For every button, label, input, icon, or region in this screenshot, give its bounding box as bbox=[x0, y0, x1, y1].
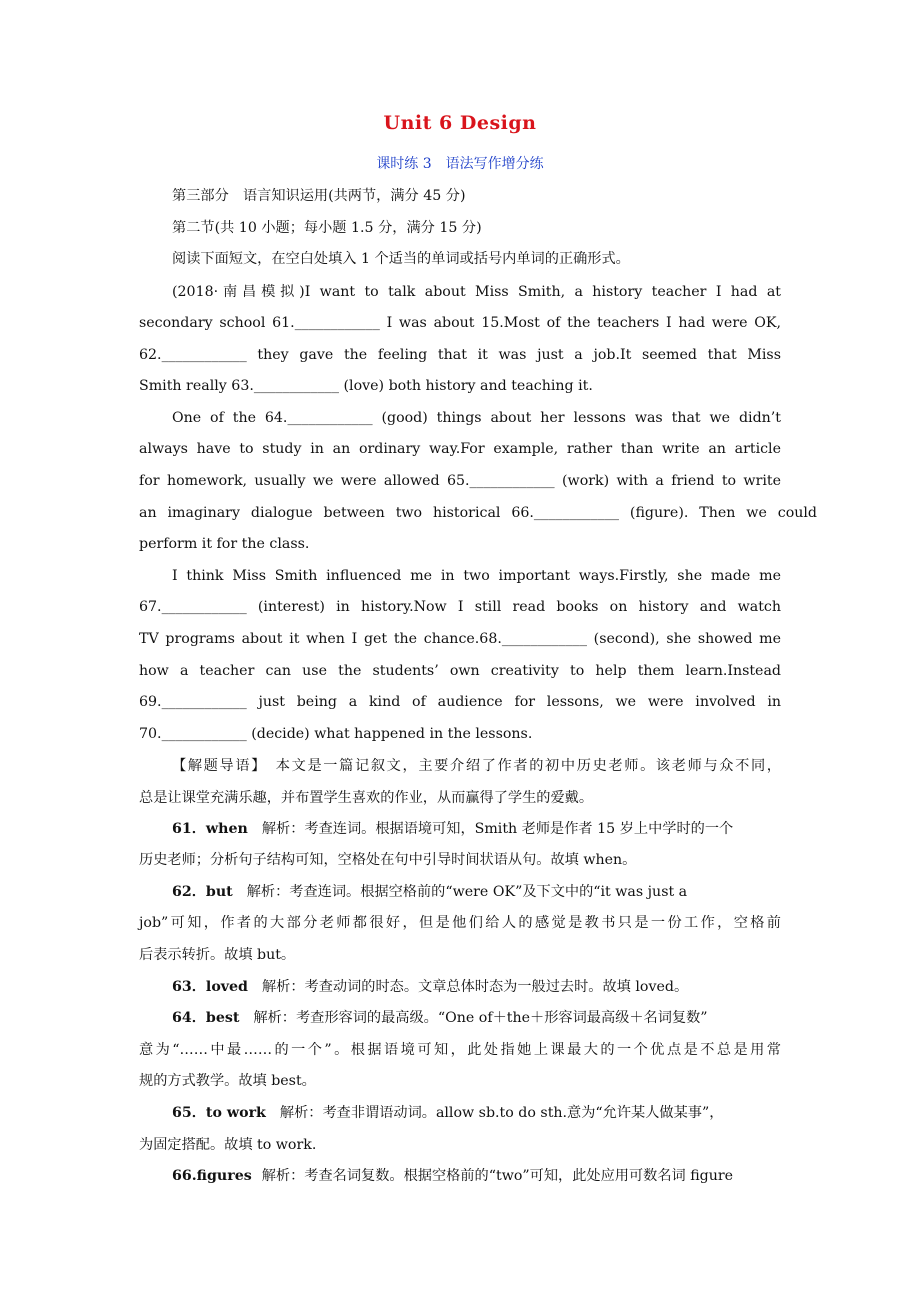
passage-line: I think Miss Smith influenced me in two important ways.Firstly, she made me bbox=[172, 568, 781, 584]
passage-line: always have to study in an ordinary way.For example, rather than write an article bbox=[139, 441, 781, 457]
passage-line: One of the 64.____________ (good) things about her lessons was that we didn’t bbox=[172, 410, 781, 426]
part-heading: 第三部分 语言知识运用(共两节，满分 45 分) bbox=[172, 188, 466, 204]
answer-64 bbox=[172, 1009, 781, 1027]
passage-line: an imaginary dialogue between two historical 66.____________ (figure). Then we could bbox=[139, 505, 817, 521]
explanation-text: 解析：考查名词复数。根据空格前的“two”可知，此处应用可数名词 figure bbox=[261, 1168, 734, 1184]
instruction: 阅读下面短文，在空白处填入 1 个适当的单词或括号内单词的正确形式。 bbox=[172, 251, 630, 267]
passage-line: for homework, usually we were allowed 65.____________ (work) with a friend to write bbox=[139, 473, 781, 489]
explanation-text: 解析：考查连词。根据空格前的“were OK”及下文中的“it was just a bbox=[246, 884, 688, 900]
explanation-line: job”可知，作者的大部分老师都很好，但是他们给人的感觉是教书只是一份工作，空格前 bbox=[139, 915, 781, 931]
unit-title: Unit 6 Design bbox=[383, 112, 537, 134]
guide-line: 总是让课堂充满乐趣，并布置学生喜欢的作业，从而赢得了学生的爱戴。 bbox=[139, 790, 594, 806]
passage-line: perform it for the class. bbox=[139, 536, 310, 552]
explanation-text: 解析：考查连词。根据语境可知，Smith 老师是作者 15 岁上中学时的一个 bbox=[261, 821, 734, 837]
explanation-text: 解析：考查动词的时态。文章总体时态为一般过去时。故填 loved。 bbox=[261, 979, 689, 995]
explanation-text: 解析：考查形容词的最高级。“One of＋the＋形容词最高级＋名词复数” bbox=[253, 1010, 708, 1026]
explanation-text: 解析：考查非谓语动词。allow sb.to do sth.意为“允许某人做某事”， bbox=[279, 1105, 724, 1121]
explanation-line: 为固定搭配。故填 to work. bbox=[139, 1137, 317, 1153]
answer-63 bbox=[172, 978, 781, 996]
answer-62 bbox=[172, 883, 781, 901]
answer-label: 64．best bbox=[172, 1010, 240, 1026]
passage-line: TV programs about it when I get the chance.68.____________ (second), she showed me bbox=[139, 631, 781, 647]
answer-label: 65．to work bbox=[172, 1105, 266, 1121]
passage-line: (2018·南昌模拟)I want to talk about Miss Smith, a history teacher I had at bbox=[172, 284, 781, 300]
answer-61 bbox=[172, 820, 781, 838]
passage-line: 67.____________ (interest) in history.Now I still read books on history and watch bbox=[139, 599, 781, 615]
section-heading: 第二节(共 10 小题；每小题 1.5 分，满分 15 分) bbox=[172, 220, 482, 236]
passage-line: how a teacher can use the students’ own creativity to help them learn.Instead bbox=[139, 663, 781, 679]
guide-line: 【解题导语】 本文是一篇记叙文，主要介绍了作者的初中历史老师。该老师与众不同， bbox=[172, 758, 781, 774]
answer-label: 61．when bbox=[172, 821, 248, 837]
explanation-line: 后表示转折。故填 but。 bbox=[139, 947, 296, 963]
explanation-line: 意为“……中最……的一个”。根据语境可知，此处指她上课最大的一个优点是不总是用常 bbox=[139, 1042, 781, 1058]
explanation-line: 规的方式教学。故填 best。 bbox=[139, 1073, 316, 1089]
answer-label: 66.figures bbox=[172, 1168, 252, 1184]
answer-label: 62．but bbox=[172, 884, 233, 900]
explanation-line: 历史老师；分析句子结构可知，空格处在句中引导时间状语从句。故填 when。 bbox=[139, 852, 637, 868]
passage-line: 62.____________ they gave the feeling that it was just a job.It seemed that Miss bbox=[139, 347, 781, 363]
passage-line: Smith really 63.____________ (love) both history and teaching it. bbox=[139, 378, 593, 394]
passage-line: secondary school 61.____________ I was about 15.Most of the teachers I had were OK, bbox=[139, 315, 781, 331]
passage-line: 70.____________ (decide) what happened in the lessons. bbox=[139, 726, 533, 742]
answer-66 bbox=[172, 1167, 781, 1185]
answer-label: 63．loved bbox=[172, 979, 248, 995]
passage-line: 69.____________ just being a kind of audience for lessons, we were involved in bbox=[139, 694, 781, 710]
answer-65 bbox=[172, 1104, 781, 1122]
section-subtitle: 课时练 3 语法写作增分练 bbox=[376, 156, 544, 172]
